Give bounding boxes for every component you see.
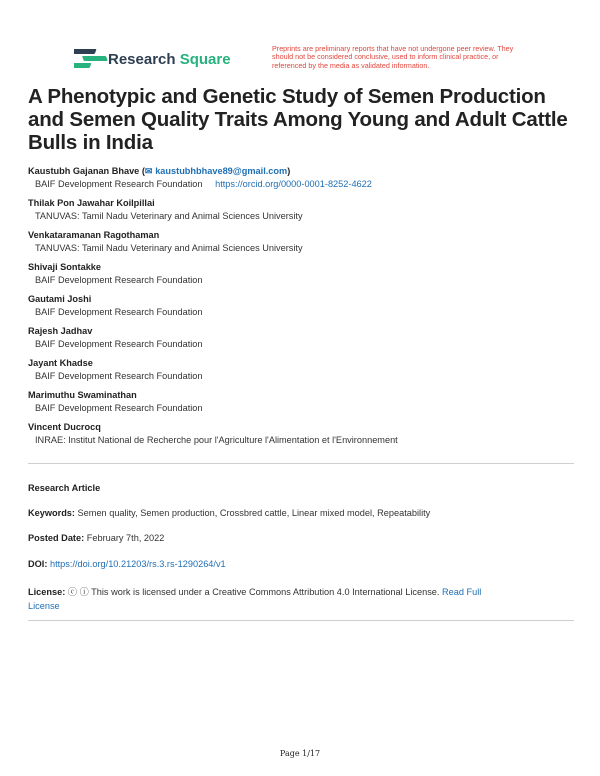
page-number: Page 1/17 [279,749,321,758]
brand-main: Research [108,51,176,68]
author-name: Marimuthu Swaminathan [28,390,137,400]
author-affiliation: BAIF Development Research Foundation [35,403,203,413]
author-affiliation: BAIF Development Research Foundation [35,371,203,381]
orcid-link[interactable]: https://orcid.org/0000-0001-8252-4622 [215,179,372,189]
email-link[interactable]: ✉ kaustubhbhave89@gmail.com [144,166,288,176]
brand-name [108,51,231,68]
keywords: Keywords: Semen quality, Semen production, Crossbred cattle, Linear mixed model, Repeatability [28,508,431,518]
doi: DOI: https://doi.org/10.21203/rs.3.rs-1290264/v1 [28,559,226,569]
author-name: Gautami Joshi [28,294,92,304]
author-name: Jayant Khadse [28,358,93,368]
license: License: ⓒ ⓘ This work is licensed under a Creative Commons Attribution 4.0 International License. Read Full License [28,587,482,611]
paper-title: A Phenotypic and Genetic Study of Semen Production and Semen Quality Traits Among Young and Adult Cattle Bulls in India [28,85,568,154]
author-affiliation: BAIF Development Research Foundation [35,275,203,285]
research-square-mark-icon [74,49,108,68]
author-name: Rajesh Jadhav [28,326,93,336]
divider [28,620,574,621]
author-name: Shivaji Sontakke [28,262,102,272]
author-name: Venkataramanan Ragothaman [28,230,160,240]
author-name: Thilak Pon Jawahar Koilpillai [28,198,155,208]
author-name: Vincent Ducrocq [28,422,101,432]
creative-commons-icon: ⓒ ⓘ [67,587,89,597]
author-list [28,165,578,453]
author-affiliation: BAIF Development Research Foundation [35,307,203,317]
author-affiliation: INRAE: Institut National de Recherche pour l'Agriculture l'Alimentation et l'Environnement [35,435,398,445]
author-affiliation: TANUVAS: Tamil Nadu Veterinary and Animal Sciences University [35,211,303,221]
brand-accent: Square [179,51,231,68]
read-full-license-link[interactable]: Read Full License [28,587,482,611]
preprint-notice: Preprints are preliminary reports that have not undergone peer review. They should not be considered conclusive, used to inform clinical practice, or referenced by the media as validated information. [272,44,514,70]
author-name: Kaustubh Gajanan Bhave (✉ kaustubhbhave89@gmail.com) [28,166,291,176]
doi-link[interactable]: https://doi.org/10.21203/rs.3.rs-1290264/v1 [49,559,226,569]
article-type: Research Article [28,483,101,493]
author-affiliation: BAIF Development Research Foundation [35,339,203,349]
posted-date: Posted Date: February 7th, 2022 [28,533,165,543]
envelope-icon: ✉ [144,166,153,176]
author-affiliation: BAIF Development Research Foundation https://orcid.org/0000-0001-8252-4622 [35,179,372,189]
divider [28,463,574,464]
author-affiliation: TANUVAS: Tamil Nadu Veterinary and Animal Sciences University [35,243,303,253]
